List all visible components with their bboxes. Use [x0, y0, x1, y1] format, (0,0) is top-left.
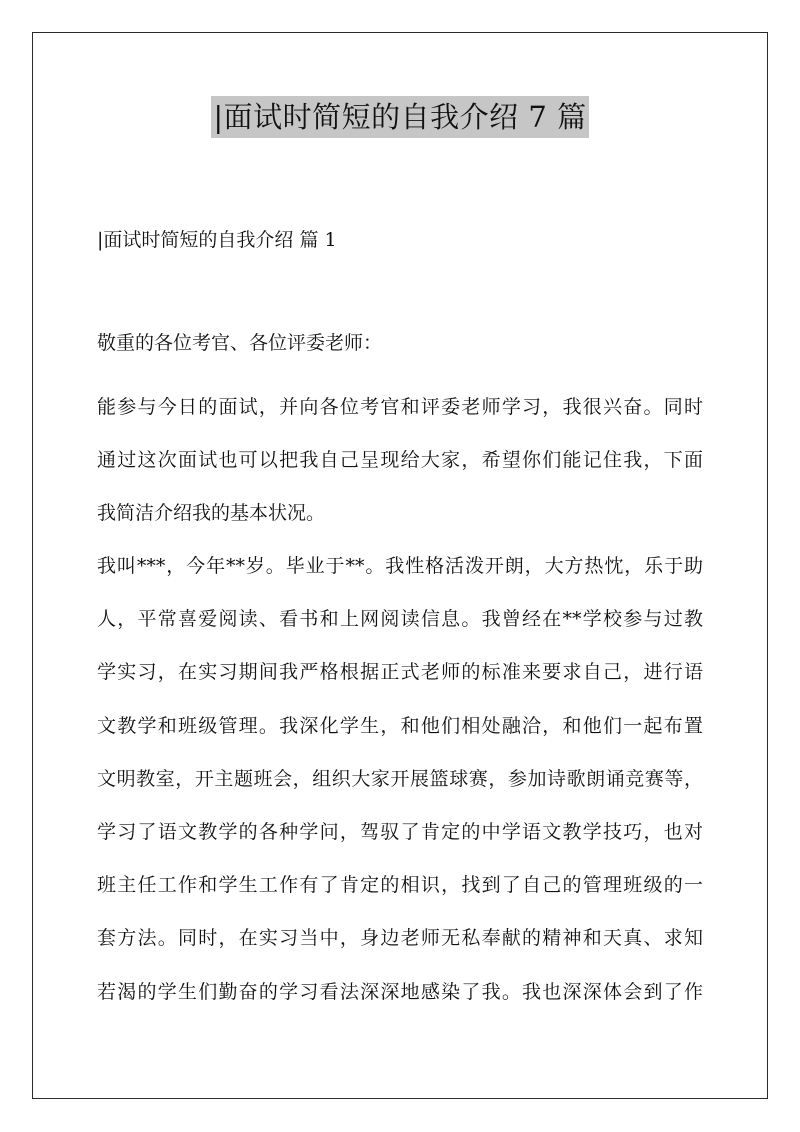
section-heading: |面试时简短的自我介绍 篇 1: [97, 229, 337, 251]
paragraph-line: 文明教室，开主题班会，组织大家开展篮球赛，参加诗歌朗诵竞赛等，: [97, 767, 703, 790]
paragraph-line: 能参与今日的面试，并向各位考官和评委老师学习，我很兴奋。同时: [97, 396, 703, 418]
paragraph-line: 人，平常喜爱阅读、看书和上网阅读信息。我曾经在**学校参与过教: [97, 608, 703, 631]
paragraph-line: 学实习，在实习期间我严格根据正式老师的标准来要求自己，进行语: [97, 661, 703, 684]
document-title: [0, 96, 800, 138]
paragraph-line: 我简洁介绍我的基本状况。: [97, 502, 326, 524]
paragraph-line: 通过这次面试也可以把我自己呈现给大家，希望你们能记住我，下面: [97, 449, 703, 471]
greeting-line: 敬重的各位考官、各位评委老师：: [97, 332, 383, 354]
paragraph-line: 套方法。同时，在实习当中，身边老师无私奉献的精神和天真、求知: [97, 927, 703, 950]
paragraph-line: 文教学和班级管理。我深化学生，和他们相处融洽，和他们一起布置: [97, 714, 703, 737]
paragraph-line: 我叫***，今年**岁。毕业于**。我性格活泼开朗，大方热忱，乐于助: [97, 555, 703, 577]
paragraph-1: [97, 381, 707, 540]
paragraph-2: [97, 540, 707, 1019]
paragraph-line: 班主任工作和学生工作有了肯定的相识，找到了自己的管理班级的一: [97, 874, 703, 897]
document-title-text: |面试时简短的自我介绍 7 篇: [211, 96, 588, 138]
paragraph-line: 若渴的学生们勤奋的学习看法深深地感染了我。我也深深体会到了作: [97, 980, 703, 1003]
paragraph-line: 学习了语文教学的各种学问，驾驭了肯定的中学语文教学技巧，也对: [97, 821, 703, 844]
